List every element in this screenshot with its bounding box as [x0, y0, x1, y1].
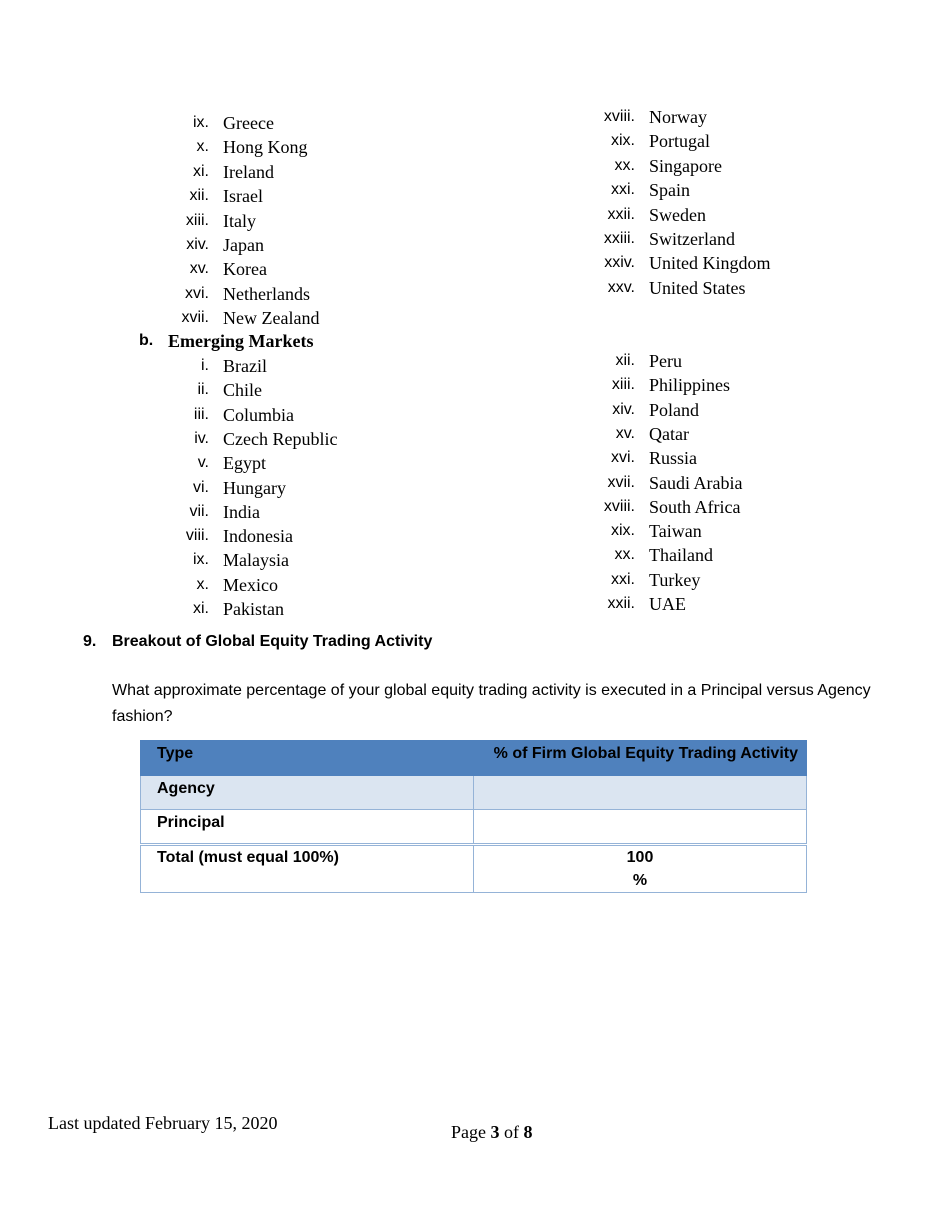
list-item-number: ix. [193, 551, 209, 569]
list-item-country: Hong Kong [223, 137, 308, 158]
list-item-number: xv. [189, 260, 209, 278]
list-item-number: xvi. [185, 284, 209, 302]
list-item-number: iii. [193, 405, 209, 423]
list-item-country: Philippines [649, 375, 731, 396]
list-item-country: Korea [223, 259, 267, 280]
list-item-number: ix. [193, 114, 209, 131]
list-item-country: Russia [649, 448, 698, 469]
list-item-number: vii. [189, 502, 209, 520]
list-item-country: Norway [649, 107, 707, 127]
list-item-country: Taiwan [649, 521, 702, 542]
list-item-number: viii. [185, 527, 209, 545]
list-item-number: x. [196, 575, 209, 593]
list-item-country: United States [649, 277, 746, 298]
header-percent: % of Firm Global Equity Trading Activity [474, 741, 807, 776]
list-item-number: xvii. [181, 309, 209, 327]
list-item-country: Turkey [649, 569, 701, 590]
list-item-country: Mexico [223, 574, 278, 595]
page-current: 3 [490, 1122, 500, 1142]
trading-activity-table [140, 740, 807, 893]
list-item-country: Singapore [649, 155, 722, 176]
list-item-number: xii. [189, 187, 209, 205]
list-item-number: xiii. [611, 376, 635, 394]
list-item-number: xxiii. [603, 230, 635, 247]
list-item-number: v. [197, 454, 209, 472]
list-item-number: ii. [197, 381, 209, 399]
list-item-country: Brazil [223, 356, 267, 376]
emerging-markets-label: Emerging Markets [168, 331, 314, 351]
section-title: Breakout of Global Equity Trading Activity [112, 633, 433, 650]
list-item-country: Saudi Arabia [649, 472, 743, 493]
list-item-country: Greece [223, 113, 274, 133]
list-item-number: xviii. [603, 497, 635, 515]
list-item-country: Netherlands [223, 283, 310, 304]
list-item-number: xi. [193, 162, 209, 180]
list-item-country: Italy [223, 210, 256, 231]
list-item-country: United Kingdom [649, 253, 771, 274]
list-item-number: xxv. [607, 278, 635, 296]
list-item-country: Malaysia [223, 550, 289, 571]
list-item-country: Portugal [649, 131, 710, 152]
list-item-number: xviii. [603, 108, 635, 125]
list-item-country: UAE [649, 594, 686, 614]
list-item-number: xxi. [611, 181, 635, 199]
list-item-country: Spain [649, 180, 691, 201]
list-item-number: xv. [615, 424, 635, 442]
agency-percent-input[interactable] [474, 776, 807, 810]
list-item-number: xii. [615, 352, 635, 369]
list-item-country: Columbia [223, 404, 294, 425]
header-type: Type [141, 741, 474, 776]
table-row [141, 776, 807, 810]
list-item-country: Switzerland [649, 229, 735, 249]
table-header-row [141, 741, 807, 776]
list-item-country: Czech Republic [223, 428, 338, 449]
list-item-number: xix. [611, 132, 635, 150]
list-item-number: iv. [194, 429, 209, 447]
list-item-number: xi. [193, 600, 209, 617]
list-item-country: South Africa [649, 496, 741, 517]
table-row [141, 810, 807, 845]
principal-percent-input[interactable] [474, 810, 807, 845]
page-number [451, 1120, 533, 1144]
row-type-principal: Principal [141, 810, 474, 845]
table-total-row [141, 845, 807, 893]
list-item-country: Chile [223, 380, 262, 401]
total-label: Total (must equal 100%) [141, 845, 474, 893]
list-item-country: Pakistan [223, 599, 284, 619]
total-percent [474, 845, 807, 893]
page-of: of [504, 1122, 519, 1142]
list-item-country: Poland [649, 399, 700, 420]
list-item-country: Egypt [223, 453, 266, 474]
list-item-number: xxiv. [604, 254, 635, 272]
list-item-country: Japan [223, 235, 264, 255]
list-item-number: xx. [614, 156, 635, 174]
list-item-country: Hungary [223, 477, 286, 498]
list-item-number: xx. [614, 546, 635, 564]
page-prefix: Page [451, 1122, 486, 1142]
list-item-number: xxii. [607, 205, 635, 223]
list-item-country: Thailand [649, 545, 713, 566]
list-item-country: Qatar [649, 423, 689, 444]
list-item-country: Indonesia [223, 526, 293, 547]
list-item-number: xiv. [186, 236, 209, 253]
list-item-country: India [223, 501, 260, 522]
row-type-agency: Agency [141, 776, 474, 810]
total-value: 100 [626, 849, 654, 866]
list-item-number: xxi. [611, 570, 635, 588]
list-item-number: xiv. [612, 400, 635, 418]
section-question: What approximate percentage of your global equity trading activity is executed in a Principal versus Agency fashion? [112, 682, 871, 725]
list-item-number: i. [201, 357, 209, 374]
list-item-number: xvi. [611, 449, 635, 467]
list-item-country: New Zealand [223, 308, 320, 329]
section-number: 9. [83, 633, 97, 650]
list-item-number: xxii. [607, 595, 635, 612]
list-item-number: vi. [193, 478, 209, 496]
list-item-country: Peru [649, 351, 682, 371]
list-item-country: Israel [223, 186, 263, 207]
page-total: 8 [523, 1122, 533, 1142]
list-item-number: xvii. [607, 473, 635, 491]
list-item-country: Ireland [223, 161, 274, 182]
last-updated: Last updated February 15, 2020 [48, 1113, 278, 1133]
list-item-number: xiii. [185, 211, 209, 229]
list-item-number: xix. [611, 522, 635, 540]
emerging-markets-letter: b. [139, 332, 154, 349]
list-item-number: x. [196, 138, 209, 156]
list-item-country: Sweden [649, 204, 706, 225]
total-percent-symbol: % [632, 872, 648, 889]
